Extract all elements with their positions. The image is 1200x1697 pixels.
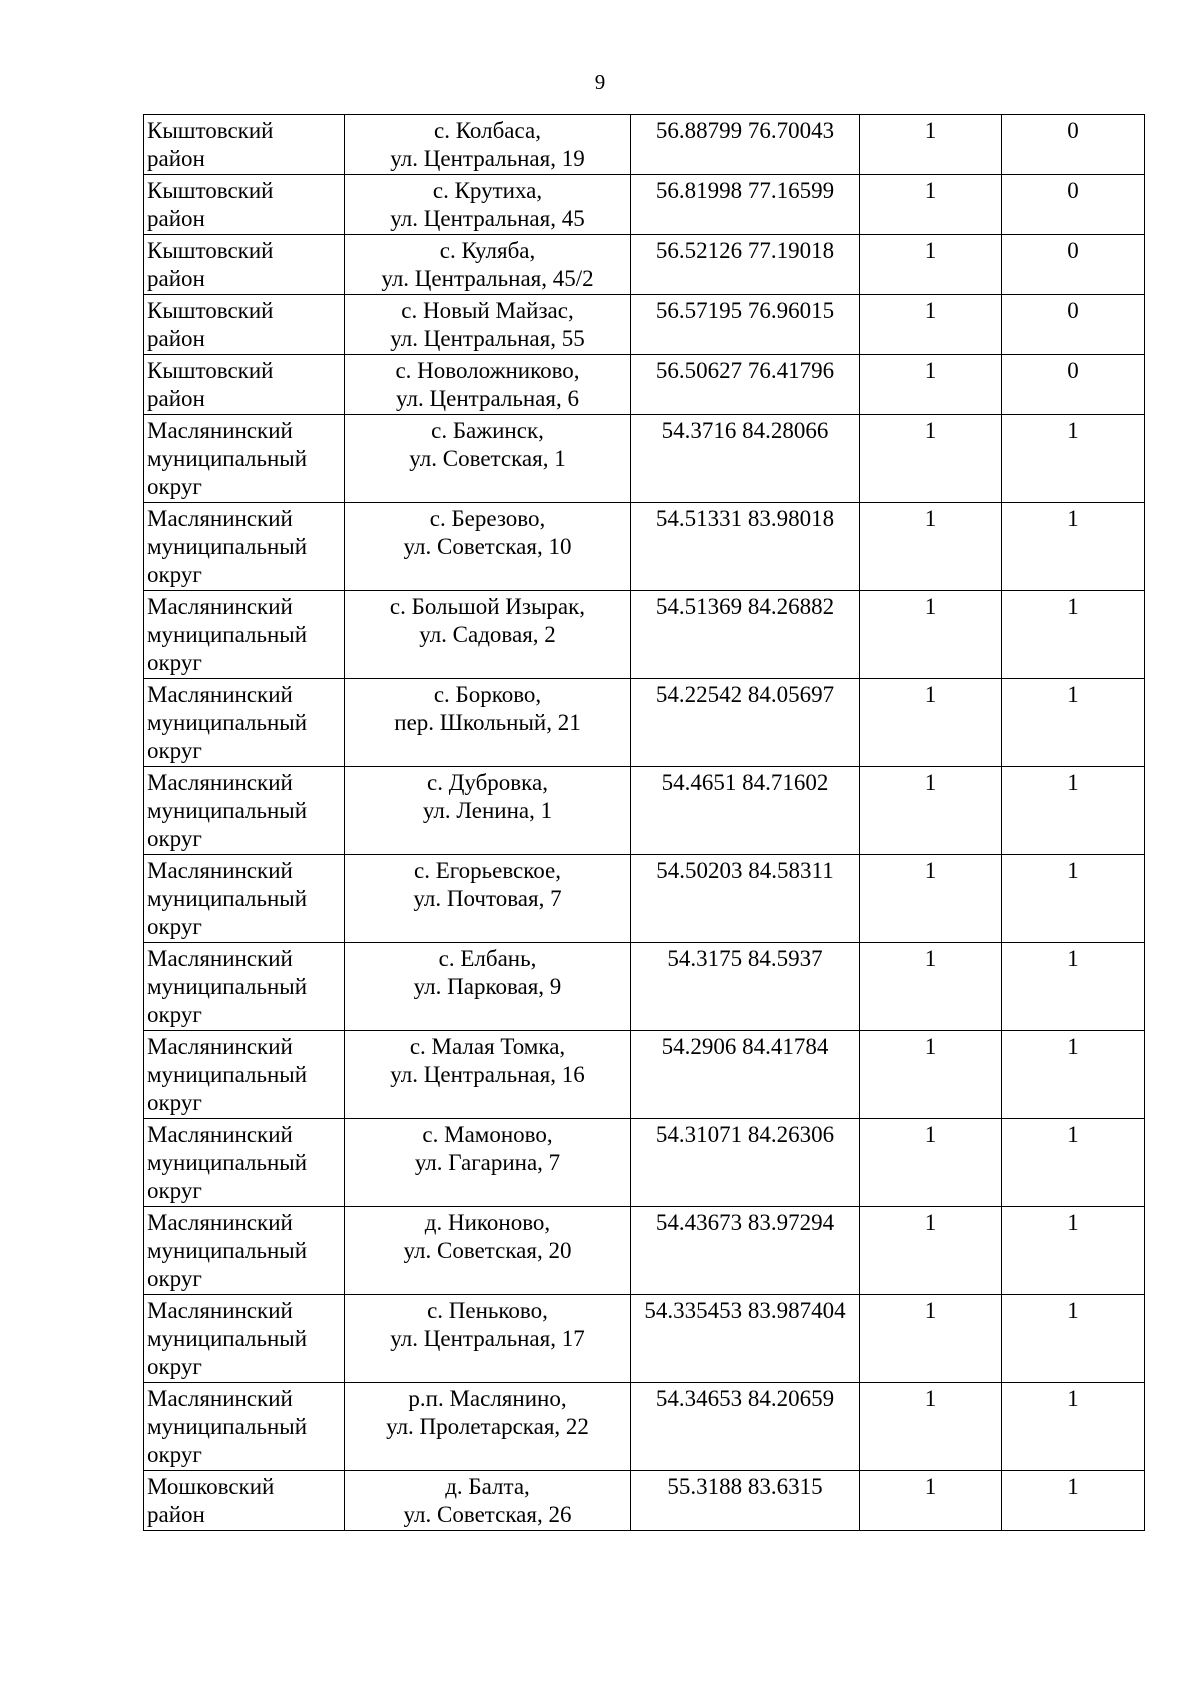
table-row [144, 943, 1145, 1031]
district-cell: Кыштовский район [144, 115, 345, 175]
coordinates-cell: 54.2906 84.41784 [631, 1031, 860, 1119]
coordinates-cell: 54.22542 84.05697 [631, 679, 860, 767]
address-cell: с. Мамоново, ул. Гагарина, 7 [345, 1119, 631, 1207]
district-cell: Маслянинский муниципальный округ [144, 591, 345, 679]
coordinates-cell: 54.3175 84.5937 [631, 943, 860, 1031]
district-cell: Маслянинский муниципальный округ [144, 767, 345, 855]
coordinates-cell: 56.52126 77.19018 [631, 235, 860, 295]
address-cell: р.п. Маслянино, ул. Пролетарская, 22 [345, 1383, 631, 1471]
district-cell: Кыштовский район [144, 295, 345, 355]
address-cell: с. Большой Изырак, ул. Садовая, 2 [345, 591, 631, 679]
table-row [144, 415, 1145, 503]
coordinates-cell: 54.31071 84.26306 [631, 1119, 860, 1207]
district-cell: Маслянинский муниципальный округ [144, 1031, 345, 1119]
table-row [144, 235, 1145, 295]
page-number: 9 [594, 70, 606, 94]
count-cell-1: 1 [860, 355, 1002, 415]
address-cell: с. Крутиха, ул. Центральная, 45 [345, 175, 631, 235]
coordinates-cell: 55.3188 83.6315 [631, 1471, 860, 1531]
table-row [144, 503, 1145, 591]
address-cell: с. Новоложниково, ул. Центральная, 6 [345, 355, 631, 415]
table-row [144, 679, 1145, 767]
table-row [144, 1119, 1145, 1207]
district-cell: Маслянинский муниципальный округ [144, 679, 345, 767]
count-cell-1: 1 [860, 679, 1002, 767]
address-cell: д. Никоново, ул. Советская, 20 [345, 1207, 631, 1295]
address-cell: с. Березово, ул. Советская, 10 [345, 503, 631, 591]
count-cell-2: 0 [1002, 355, 1145, 415]
count-cell-1: 1 [860, 115, 1002, 175]
count-cell-2: 1 [1002, 1207, 1145, 1295]
count-cell-1: 1 [860, 1383, 1002, 1471]
count-cell-2: 1 [1002, 415, 1145, 503]
count-cell-1: 1 [860, 855, 1002, 943]
count-cell-1: 1 [860, 1295, 1002, 1383]
count-cell-1: 1 [860, 415, 1002, 503]
count-cell-1: 1 [860, 591, 1002, 679]
count-cell-1: 1 [860, 1471, 1002, 1531]
count-cell-2: 1 [1002, 1383, 1145, 1471]
district-cell: Маслянинский муниципальный округ [144, 855, 345, 943]
table-row [144, 115, 1145, 175]
count-cell-2: 1 [1002, 503, 1145, 591]
district-cell: Маслянинский муниципальный округ [144, 1383, 345, 1471]
address-cell: с. Елбань, ул. Парковая, 9 [345, 943, 631, 1031]
count-cell-2: 1 [1002, 591, 1145, 679]
count-cell-2: 0 [1002, 235, 1145, 295]
table-body [144, 115, 1145, 1531]
address-cell: с. Малая Томка, ул. Центральная, 16 [345, 1031, 631, 1119]
address-cell: с. Колбаса, ул. Центральная, 19 [345, 115, 631, 175]
table-row [144, 175, 1145, 235]
count-cell-2: 1 [1002, 1031, 1145, 1119]
district-cell: Кыштовский район [144, 175, 345, 235]
district-cell: Маслянинский муниципальный округ [144, 1119, 345, 1207]
district-cell: Кыштовский район [144, 355, 345, 415]
count-cell-1: 1 [860, 1207, 1002, 1295]
table-row [144, 295, 1145, 355]
coordinates-cell: 54.3716 84.28066 [631, 415, 860, 503]
table-row [144, 355, 1145, 415]
coordinates-cell: 54.51331 83.98018 [631, 503, 860, 591]
count-cell-2: 0 [1002, 175, 1145, 235]
locations-table [143, 114, 1145, 1531]
table-row [144, 1383, 1145, 1471]
count-cell-1: 1 [860, 503, 1002, 591]
district-cell: Маслянинский муниципальный округ [144, 1207, 345, 1295]
coordinates-cell: 54.50203 84.58311 [631, 855, 860, 943]
table-row [144, 767, 1145, 855]
table-row [144, 1207, 1145, 1295]
count-cell-2: 0 [1002, 115, 1145, 175]
district-cell: Маслянинский муниципальный округ [144, 415, 345, 503]
address-cell: д. Балта, ул. Советская, 26 [345, 1471, 631, 1531]
district-cell: Кыштовский район [144, 235, 345, 295]
address-cell: с. Новый Майзас, ул. Центральная, 55 [345, 295, 631, 355]
count-cell-1: 1 [860, 943, 1002, 1031]
district-cell: Маслянинский муниципальный округ [144, 503, 345, 591]
district-cell: Мошковский район [144, 1471, 345, 1531]
coordinates-cell: 54.51369 84.26882 [631, 591, 860, 679]
count-cell-2: 1 [1002, 679, 1145, 767]
address-cell: с. Борково, пер. Школьный, 21 [345, 679, 631, 767]
count-cell-1: 1 [860, 235, 1002, 295]
coordinates-cell: 56.50627 76.41796 [631, 355, 860, 415]
count-cell-2: 1 [1002, 943, 1145, 1031]
table-row [144, 1471, 1145, 1531]
district-cell: Маслянинский муниципальный округ [144, 1295, 345, 1383]
count-cell-2: 1 [1002, 1119, 1145, 1207]
count-cell-2: 0 [1002, 295, 1145, 355]
count-cell-2: 1 [1002, 855, 1145, 943]
table-row [144, 1295, 1145, 1383]
coordinates-cell: 54.4651 84.71602 [631, 767, 860, 855]
coordinates-cell: 56.57195 76.96015 [631, 295, 860, 355]
coordinates-cell: 54.34653 84.20659 [631, 1383, 860, 1471]
address-cell: с. Пеньково, ул. Центральная, 17 [345, 1295, 631, 1383]
count-cell-1: 1 [860, 175, 1002, 235]
count-cell-1: 1 [860, 767, 1002, 855]
coordinates-cell: 54.335453 83.987404 [631, 1295, 860, 1383]
count-cell-2: 1 [1002, 1295, 1145, 1383]
address-cell: с. Куляба, ул. Центральная, 45/2 [345, 235, 631, 295]
count-cell-1: 1 [860, 295, 1002, 355]
table-row [144, 591, 1145, 679]
district-cell: Маслянинский муниципальный округ [144, 943, 345, 1031]
address-cell: с. Дубровка, ул. Ленина, 1 [345, 767, 631, 855]
count-cell-1: 1 [860, 1119, 1002, 1207]
count-cell-2: 1 [1002, 767, 1145, 855]
coordinates-cell: 54.43673 83.97294 [631, 1207, 860, 1295]
address-cell: с. Бажинск, ул. Советская, 1 [345, 415, 631, 503]
count-cell-1: 1 [860, 1031, 1002, 1119]
address-cell: с. Егорьевское, ул. Почтовая, 7 [345, 855, 631, 943]
table-row [144, 855, 1145, 943]
count-cell-2: 1 [1002, 1471, 1145, 1531]
coordinates-cell: 56.81998 77.16599 [631, 175, 860, 235]
table-row [144, 1031, 1145, 1119]
coordinates-cell: 56.88799 76.70043 [631, 115, 860, 175]
